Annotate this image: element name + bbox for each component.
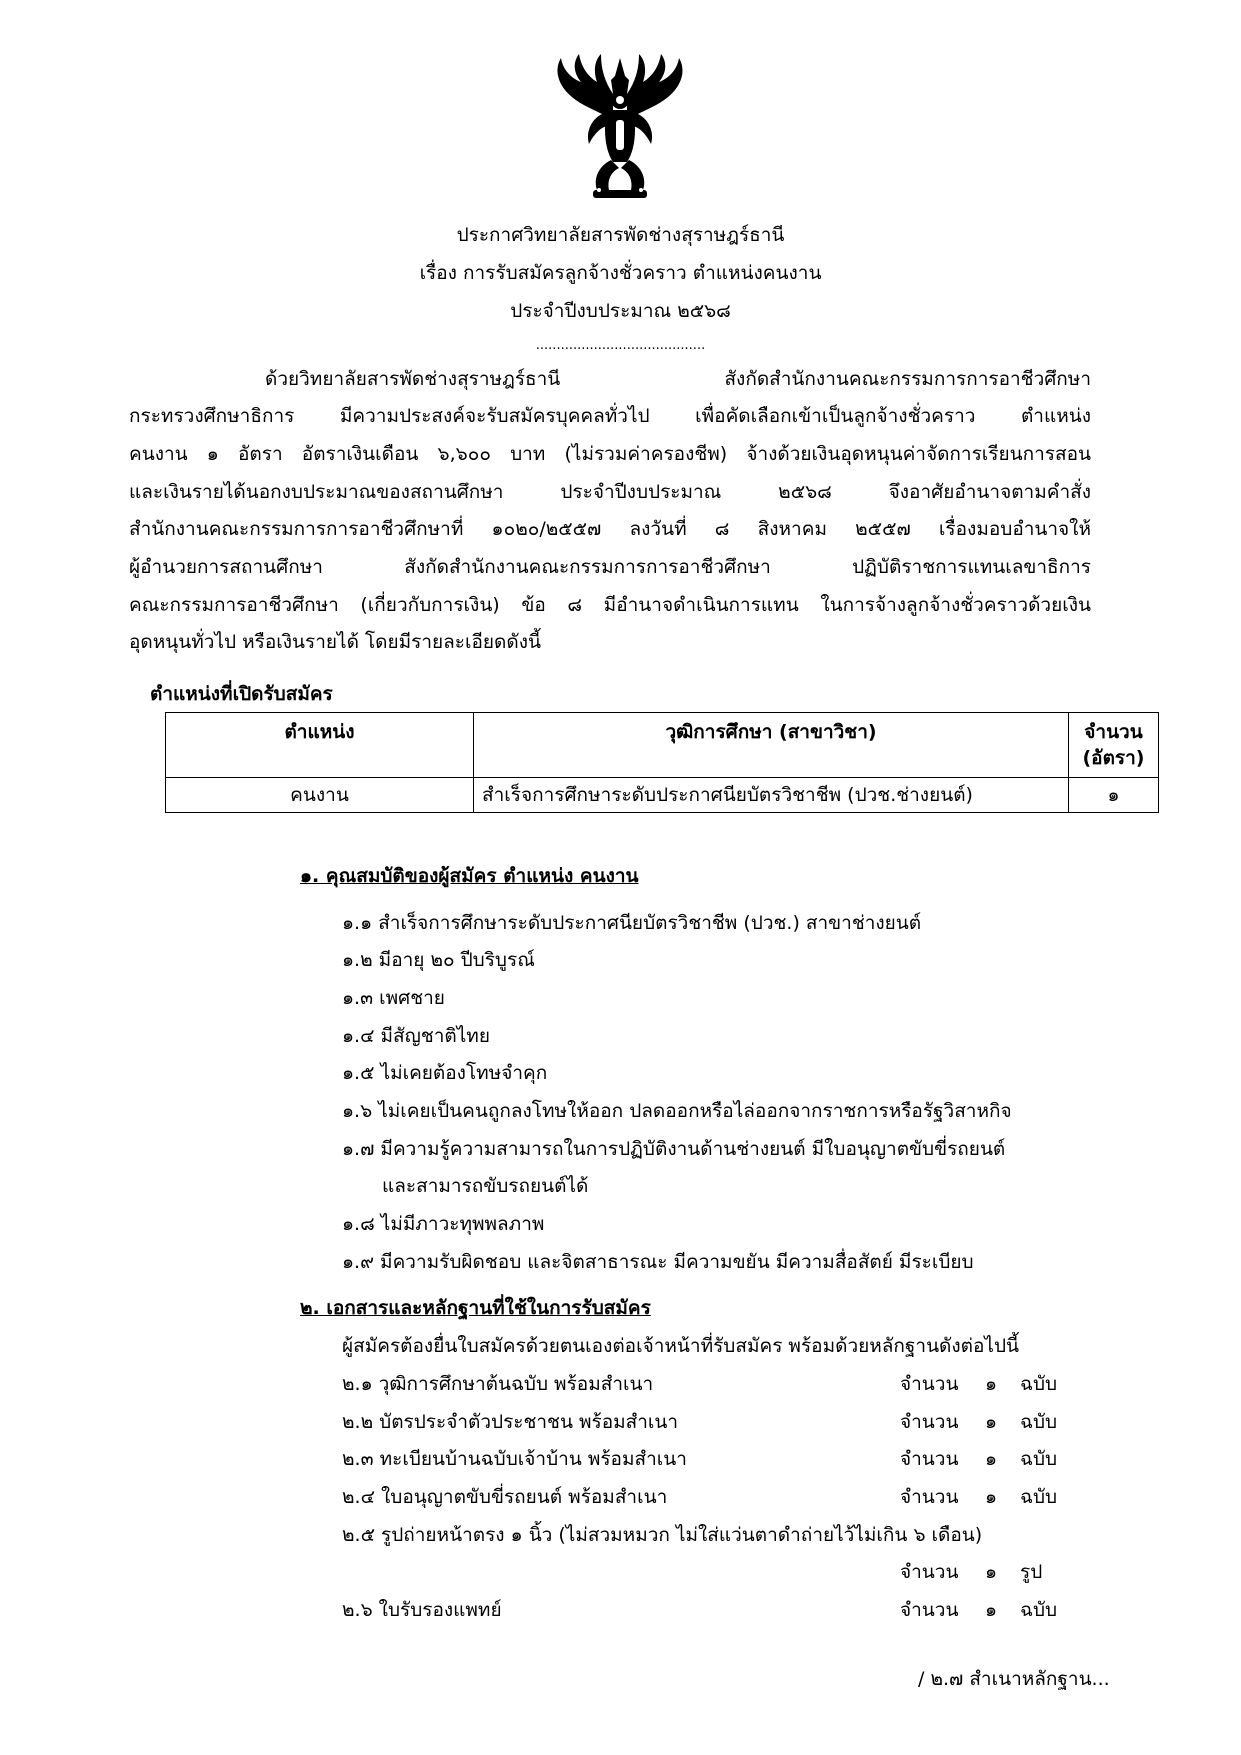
intro-line-3: คนงาน ๑ อัตรา อัตราเงินเดือน ๖,๖๐๐ บาท (ไม่รวมค่าครองชีพ) จ้างด้วยเงินอุดหนุนค่าจัดการเรียนการสอน [129, 443, 1091, 465]
continuation-note: / ๒.๗ สำเนาหลักฐาน... [918, 1668, 1110, 1690]
intro-line-7: คณะกรรมการอาชีวศึกษา (เกี่ยวกับการเงิน) ข้อ ๘ มีอำนาจดำเนินการแทน ในการจ้างลูกจ้างชั่วคราวด้วยเงิน [129, 594, 1091, 616]
document-item-2: ๒.๒ บัตรประจำตัวประชาชน พร้อมสำเนา [342, 1411, 679, 1433]
document-item-2-unit: ฉบับ [1020, 1411, 1058, 1433]
qualification-item-1: ๑.๑ สำเร็จการศึกษาระดับประกาศนียบัตรวิชาชีพ (ปวช.) สาขาช่างยนต์ [342, 912, 922, 934]
positions-table [165, 712, 1159, 813]
intro-line-4: และเงินรายได้นอกงบประมาณของสถานศึกษา ประจำปีงบประมาณ ๒๕๖๘ จึงอาศัยอำนาจตามคำสั่ง [129, 481, 1091, 503]
intro-line-6: ผู้อำนวยการสถานศึกษา สังกัดสำนักงานคณะกรรมการการอาชีวศึกษา ปฏิบัติราชการแทนเลขาธิการ [129, 556, 1091, 578]
document-item-5-count-label: จำนวน [900, 1561, 959, 1583]
qualification-item-3: ๑.๓ เพศชาย [342, 987, 445, 1009]
document-item-5-qty: ๑ [985, 1561, 998, 1583]
title-separator: ......................................... [535, 338, 706, 353]
header-count-line-2: (อัตรา) [1082, 747, 1145, 769]
qualification-item-5: ๑.๕ ไม่เคยต้องโทษจำคุก [342, 1062, 548, 1084]
document-item-6-qty: ๑ [985, 1599, 998, 1621]
document-item-3-qty: ๑ [985, 1448, 998, 1470]
table-row [166, 778, 1159, 813]
intro-line-8: อุดหนุนทั่วไป หรือเงินรายได้ โดยมีรายละเอียดดังนี้ [129, 631, 541, 653]
document-item-4-unit: ฉบับ [1020, 1486, 1058, 1508]
header-count [1069, 713, 1159, 778]
section2-heading: ๒. เอกสารและหลักฐานที่ใช้ในการรับสมัคร [300, 1297, 651, 1319]
title-line-1: ประกาศวิทยาลัยสารพัดช่างสุราษฎร์ธานี [456, 224, 785, 246]
document-item-3-count-label: จำนวน [900, 1448, 959, 1470]
document-item-5-unit: รูป [1020, 1561, 1043, 1583]
document-item-1: ๒.๑ วุฒิการศึกษาต้นฉบับ พร้อมสำเนา [342, 1373, 654, 1395]
qualification-item-9: ๑.๙ มีความรับผิดชอบ และจิตสาธารณะ มีความขยัน มีความสื่อสัตย์ มีระเบียบ [342, 1251, 974, 1273]
document-item-4: ๒.๔ ใบอนุญาตขับขี่รถยนต์ พร้อมสำเนา [342, 1486, 668, 1508]
section2-intro: ผู้สมัครต้องยื่นใบสมัครด้วยตนเองต่อเจ้าหน้าที่รับสมัคร พร้อมด้วยหลักฐานดังต่อไปนี้ [342, 1335, 1020, 1357]
section1-heading: ๑. คุณสมบัติของผู้สมัคร ตำแหน่ง คนงาน [300, 865, 639, 887]
qualification-item-4: ๑.๔ มีสัญชาติไทย [342, 1025, 490, 1047]
row-count: ๑ [1069, 778, 1159, 813]
document-item-1-count-label: จำนวน [900, 1373, 959, 1395]
document-item-4-count-label: จำนวน [900, 1486, 959, 1508]
qualification-item-2: ๑.๒ มีอายุ ๒๐ ปีบริบูรณ์ [342, 949, 535, 971]
header-qualification: วุฒิการศึกษา (สาขาวิชา) [474, 713, 1069, 778]
document-item-3-unit: ฉบับ [1020, 1448, 1058, 1470]
row-qualification: สำเร็จการศึกษาระดับประกาศนียบัตรวิชาชีพ (ปวช.ช่างยนต์) [474, 778, 1069, 813]
document-item-6-unit: ฉบับ [1020, 1599, 1058, 1621]
document-item-1-unit: ฉบับ [1020, 1373, 1058, 1395]
title-line-3: ประจำปีงบประมาณ ๒๕๖๘ [510, 300, 731, 322]
intro-line-2: กระทรวงศึกษาธิการ มีความประสงค์จะรับสมัครบุคคลทั่วไป เพื่อคัดเลือกเข้าเป็นลูกจ้างชั่วคราว ตำแหน่ง [129, 405, 1091, 427]
document-item-6-count-label: จำนวน [900, 1599, 959, 1621]
garuda-emblem [537, 50, 703, 204]
qualification-item-7: ๑.๗ มีความรู้ความสามารถในการปฏิบัติงานด้านช่างยนต์ มีใบอนุญาตขับขี่รถยนต์ [342, 1138, 1006, 1160]
row-position: คนงาน [166, 778, 474, 813]
document-item-2-qty: ๑ [985, 1411, 998, 1433]
document-item-3: ๒.๓ ทะเบียนบ้านฉบับเจ้าบ้าน พร้อมสำเนา [342, 1448, 687, 1470]
qualification-item-8: ๑.๘ ไม่มีภาวะทุพพลภาพ [342, 1213, 545, 1235]
table-header-row [166, 713, 1159, 778]
document-item-5: ๒.๕ รูปถ่ายหน้าตรง ๑ นิ้ว (ไม่สวมหมวก ไม่ใส่แว่นตาดำถ่ายไว้ไม่เกิน ๖ เดือน) [342, 1524, 983, 1546]
qualification-item-7-cont: และสามารถขับรถยนต์ได้ [382, 1175, 589, 1197]
positions-heading: ตำแหน่งที่เปิดรับสมัคร [150, 683, 333, 705]
intro-line-1: ด้วยวิทยาลัยสารพัดช่างสุราษฎร์ธานี สังกัดสำนักงานคณะกรรมการการอาชีวศึกษา [265, 368, 1091, 390]
document-item-1-qty: ๑ [985, 1373, 998, 1395]
document-item-2-count-label: จำนวน [900, 1411, 959, 1433]
document-item-4-qty: ๑ [985, 1486, 998, 1508]
title-line-2: เรื่อง การรับสมัครลูกจ้างชั่วคราว ตำแหน่งคนงาน [419, 262, 822, 284]
document-item-6: ๒.๖ ใบรับรองแพทย์ [342, 1599, 502, 1621]
intro-line-5: สำนักงานคณะกรรมการการอาชีวศึกษาที่ ๑๐๒๐/๒๕๕๗ ลงวันที่ ๘ สิงหาคม ๒๕๕๗ เรื่องมอบอำนาจให้ [129, 518, 1091, 540]
qualification-item-6: ๑.๖ ไม่เคยเป็นคนถูกลงโทษให้ออก ปลดออกหรือไล่ออกจากราชการหรือรัฐวิสาหกิจ [342, 1100, 1012, 1122]
header-position: ตำแหน่ง [166, 713, 474, 778]
header-count-line-1: จำนวน [1084, 721, 1143, 743]
